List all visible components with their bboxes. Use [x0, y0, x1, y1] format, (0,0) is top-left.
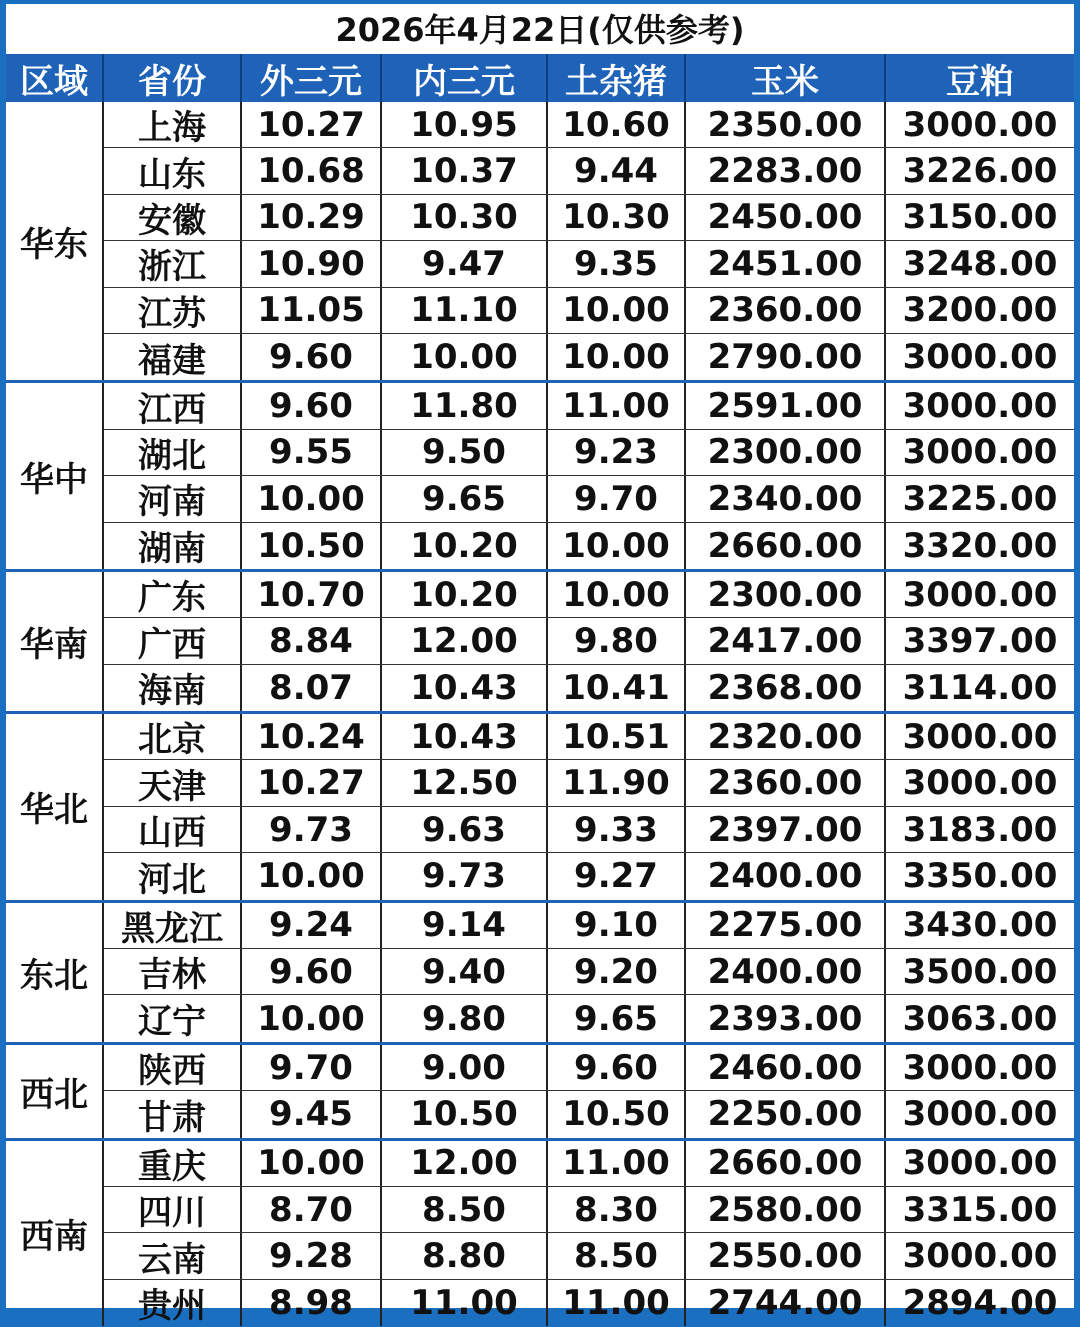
corn-cell: 2320.00: [686, 714, 886, 759]
header-soymeal: 豆粕: [946, 61, 1014, 102]
corn-cell: 2660.00: [686, 523, 886, 569]
corn-cell: 2580.00: [686, 1187, 886, 1232]
table-row: [104, 288, 1074, 334]
outer-three-cell: 9.55: [242, 430, 382, 475]
corn-cell: 2450.00: [686, 195, 886, 240]
outer-three-cell: 10.00: [242, 476, 382, 521]
header-outer-three: 外三元: [242, 54, 382, 102]
province-cell: 海南: [104, 665, 242, 711]
region-cell: 华南: [6, 572, 104, 711]
region-cell: 华中: [6, 383, 104, 569]
inner-three-cell: 9.50: [382, 430, 548, 475]
province-cell: 北京: [104, 714, 242, 759]
soymeal-cell: 3315.00: [902, 1189, 1058, 1230]
native-pig-cell: 11.00: [548, 383, 686, 428]
native-pig-cell: 11.00: [548, 1280, 686, 1326]
inner-three-cell: 10.43: [382, 714, 548, 759]
table-row: [104, 995, 1074, 1041]
table-row: [104, 665, 1074, 711]
soymeal-cell: 3000.00: [902, 574, 1058, 615]
native-pig-cell: 11.00: [548, 1141, 686, 1186]
province-cell: 广西: [104, 618, 242, 663]
inner-three-cell: 9.65: [382, 476, 548, 521]
corn-cell: 2790.00: [686, 334, 886, 380]
outer-three-cell: 10.90: [242, 241, 382, 286]
region-group: [6, 714, 1074, 903]
table-row: [104, 334, 1074, 380]
corn-cell: 2660.00: [686, 1141, 886, 1186]
inner-three-cell: 8.80: [382, 1233, 548, 1278]
soymeal-cell: 3000.00: [902, 716, 1058, 757]
table-row: [104, 430, 1074, 476]
corn-cell: 2250.00: [686, 1091, 886, 1137]
inner-three-cell: 11.10: [382, 288, 548, 333]
province-cell: 云南: [104, 1233, 242, 1278]
province-cell: 湖南: [104, 523, 242, 569]
table-row: [104, 1045, 1074, 1091]
province-cell: 陕西: [104, 1045, 242, 1090]
province-cell: 安徽: [104, 195, 242, 240]
corn-cell: 2300.00: [686, 430, 886, 475]
native-pig-cell: 10.51: [548, 714, 686, 759]
inner-three-cell: 8.50: [382, 1187, 548, 1232]
province-cell: 甘肃: [104, 1091, 242, 1137]
inner-three-cell: 10.95: [382, 102, 548, 147]
province-cell: 山东: [104, 148, 242, 193]
corn-cell: 2591.00: [686, 383, 886, 428]
province-cell: 河南: [104, 476, 242, 521]
inner-three-cell: 12.50: [382, 760, 548, 805]
outer-three-cell: 8.98: [242, 1280, 382, 1326]
inner-three-cell: 11.80: [382, 383, 548, 428]
soymeal-cell: 3397.00: [902, 620, 1058, 661]
soymeal-cell: 3430.00: [902, 905, 1058, 946]
outer-three-cell: 8.70: [242, 1187, 382, 1232]
soymeal-cell: 3114.00: [902, 667, 1058, 708]
outer-three-cell: 10.70: [242, 572, 382, 617]
province-cell: 天津: [104, 760, 242, 805]
soymeal-cell: 3000.00: [902, 432, 1058, 473]
native-pig-cell: 11.90: [548, 760, 686, 805]
table-row: [104, 1187, 1074, 1233]
province-cell: 黑龙江: [104, 903, 242, 948]
inner-three-cell: 9.73: [382, 853, 548, 899]
region-cell: 西南: [6, 1141, 104, 1327]
native-pig-cell: 9.60: [548, 1045, 686, 1090]
soymeal-cell: 3500.00: [902, 951, 1058, 992]
native-pig-cell: 10.30: [548, 195, 686, 240]
native-pig-cell: 9.35: [548, 241, 686, 286]
region-group: [6, 1141, 1074, 1327]
soymeal-cell: 3000.00: [902, 1047, 1058, 1088]
corn-cell: 2360.00: [686, 288, 886, 333]
price-table-frame: [6, 4, 1074, 1327]
soymeal-cell: 3000.00: [902, 386, 1058, 427]
province-cell: 广东: [104, 572, 242, 617]
soymeal-cell: 3000.00: [902, 337, 1058, 378]
native-pig-cell: 9.65: [548, 995, 686, 1041]
province-cell: 江苏: [104, 288, 242, 333]
corn-cell: 2283.00: [686, 148, 886, 193]
corn-cell: 2451.00: [686, 241, 886, 286]
outer-three-cell: 9.73: [242, 807, 382, 852]
outer-three-cell: 9.60: [242, 949, 382, 994]
soymeal-cell: 3150.00: [902, 197, 1058, 238]
province-cell: 吉林: [104, 949, 242, 994]
province-cell: 江西: [104, 383, 242, 428]
inner-three-cell: 10.20: [382, 523, 548, 569]
native-pig-cell: 9.10: [548, 903, 686, 948]
table-row: [104, 383, 1074, 429]
corn-cell: 2400.00: [686, 853, 886, 899]
outer-three-cell: 10.27: [242, 760, 382, 805]
province-cell: 上海: [104, 102, 242, 147]
table-body: [6, 102, 1074, 1326]
soymeal-cell: 3063.00: [902, 998, 1058, 1039]
province-cell: 四川: [104, 1187, 242, 1232]
outer-three-cell: 10.00: [242, 1141, 382, 1186]
inner-three-cell: 9.14: [382, 903, 548, 948]
province-cell: 山西: [104, 807, 242, 852]
native-pig-cell: 9.80: [548, 618, 686, 663]
outer-three-cell: 10.24: [242, 714, 382, 759]
table-row: [104, 618, 1074, 664]
region-group: [6, 102, 1074, 383]
native-pig-cell: 10.00: [548, 572, 686, 617]
soymeal-cell: 3225.00: [902, 478, 1058, 519]
native-pig-cell: 9.44: [548, 148, 686, 193]
native-pig-cell: 8.30: [548, 1187, 686, 1232]
province-cell: 福建: [104, 334, 242, 380]
outer-three-cell: 10.68: [242, 148, 382, 193]
soymeal-cell: 3000.00: [902, 1143, 1058, 1184]
table-header: [6, 54, 1074, 102]
soymeal-cell: 3226.00: [902, 151, 1058, 192]
soymeal-cell: 3000.00: [902, 104, 1058, 145]
outer-three-cell: 10.00: [242, 995, 382, 1041]
inner-three-cell: 10.37: [382, 148, 548, 193]
outer-three-cell: 9.45: [242, 1091, 382, 1137]
native-pig-cell: 9.20: [548, 949, 686, 994]
soymeal-cell: 3183.00: [902, 809, 1058, 850]
soymeal-cell: 2894.00: [902, 1282, 1058, 1323]
table-row: [104, 523, 1074, 569]
outer-three-cell: 9.60: [242, 383, 382, 428]
table-row: [104, 807, 1074, 853]
table-row: [104, 1091, 1074, 1137]
inner-three-cell: 10.20: [382, 572, 548, 617]
table-row: [104, 1141, 1074, 1187]
outer-three-cell: 8.84: [242, 618, 382, 663]
table-row: [104, 572, 1074, 618]
inner-three-cell: 9.80: [382, 995, 548, 1041]
outer-three-cell: 10.50: [242, 523, 382, 569]
outer-three-cell: 9.70: [242, 1045, 382, 1090]
corn-cell: 2550.00: [686, 1233, 886, 1278]
province-cell: 浙江: [104, 241, 242, 286]
inner-three-cell: 10.50: [382, 1091, 548, 1137]
corn-cell: 2417.00: [686, 618, 886, 663]
table-row: [104, 1280, 1074, 1326]
corn-cell: 2300.00: [686, 572, 886, 617]
header-corn: 玉米: [686, 54, 886, 102]
outer-three-cell: 10.00: [242, 853, 382, 899]
outer-three-cell: 9.60: [242, 334, 382, 380]
soymeal-cell: 3000.00: [902, 1094, 1058, 1135]
corn-cell: 2368.00: [686, 665, 886, 711]
table-row: [104, 853, 1074, 899]
region-cell: 华北: [6, 714, 104, 900]
inner-three-cell: 10.30: [382, 195, 548, 240]
corn-cell: 2360.00: [686, 760, 886, 805]
region-cell: 华东: [6, 102, 104, 380]
corn-cell: 2397.00: [686, 807, 886, 852]
province-cell: 重庆: [104, 1141, 242, 1186]
native-pig-cell: 9.33: [548, 807, 686, 852]
corn-cell: 2744.00: [686, 1280, 886, 1326]
native-pig-cell: 9.23: [548, 430, 686, 475]
table-row: [104, 148, 1074, 194]
header-native-pig: 土杂猪: [548, 54, 686, 102]
table-row: [104, 102, 1074, 148]
corn-cell: 2350.00: [686, 102, 886, 147]
corn-cell: 2340.00: [686, 476, 886, 521]
outer-three-cell: 8.07: [242, 665, 382, 711]
soymeal-cell: 3000.00: [902, 763, 1058, 804]
outer-three-cell: 10.29: [242, 195, 382, 240]
native-pig-cell: 10.00: [548, 334, 686, 380]
corn-cell: 2393.00: [686, 995, 886, 1041]
inner-three-cell: 10.43: [382, 665, 548, 711]
native-pig-cell: 10.50: [548, 1091, 686, 1137]
soymeal-cell: 3248.00: [902, 243, 1058, 284]
region-group: [6, 383, 1074, 572]
province-cell: 湖北: [104, 430, 242, 475]
outer-three-cell: 9.24: [242, 903, 382, 948]
header-region: 区域: [6, 54, 104, 102]
inner-three-cell: 11.00: [382, 1280, 548, 1326]
province-cell: 辽宁: [104, 995, 242, 1041]
region-group: [6, 572, 1074, 714]
table-row: [104, 903, 1074, 949]
native-pig-cell: 10.00: [548, 288, 686, 333]
corn-cell: 2460.00: [686, 1045, 886, 1090]
inner-three-cell: 10.00: [382, 334, 548, 380]
header-inner-three: 内三元: [382, 54, 548, 102]
inner-three-cell: 9.63: [382, 807, 548, 852]
table-row: [104, 241, 1074, 287]
native-pig-cell: 10.60: [548, 102, 686, 147]
outer-three-cell: 11.05: [242, 288, 382, 333]
native-pig-cell: 10.41: [548, 665, 686, 711]
soymeal-cell: 3320.00: [902, 525, 1058, 566]
inner-three-cell: 9.40: [382, 949, 548, 994]
region-group: [6, 1045, 1074, 1141]
table-row: [104, 476, 1074, 522]
soymeal-cell: 3000.00: [902, 1236, 1058, 1277]
table-row: [104, 714, 1074, 760]
region-group: [6, 903, 1074, 1045]
corn-cell: 2275.00: [686, 903, 886, 948]
province-cell: 贵州: [104, 1280, 242, 1326]
table-row: [104, 195, 1074, 241]
outer-three-cell: 9.28: [242, 1233, 382, 1278]
header-province: 省份: [104, 54, 242, 102]
corn-cell: 2400.00: [686, 949, 886, 994]
province-cell: 河北: [104, 853, 242, 899]
inner-three-cell: 9.47: [382, 241, 548, 286]
table-title: 2026年4月22日(仅供参考): [335, 11, 745, 49]
table-row: [104, 949, 1074, 995]
soymeal-cell: 3200.00: [902, 290, 1058, 331]
native-pig-cell: 9.70: [548, 476, 686, 521]
region-cell: 东北: [6, 903, 104, 1042]
region-cell: 西北: [6, 1045, 104, 1138]
inner-three-cell: 9.00: [382, 1045, 548, 1090]
outer-three-cell: 10.27: [242, 102, 382, 147]
native-pig-cell: 8.50: [548, 1233, 686, 1278]
table-row: [104, 1233, 1074, 1279]
native-pig-cell: 9.27: [548, 853, 686, 899]
soymeal-cell: 3350.00: [902, 856, 1058, 897]
inner-three-cell: 12.00: [382, 1141, 548, 1186]
inner-three-cell: 12.00: [382, 618, 548, 663]
native-pig-cell: 10.00: [548, 523, 686, 569]
table-row: [104, 760, 1074, 806]
